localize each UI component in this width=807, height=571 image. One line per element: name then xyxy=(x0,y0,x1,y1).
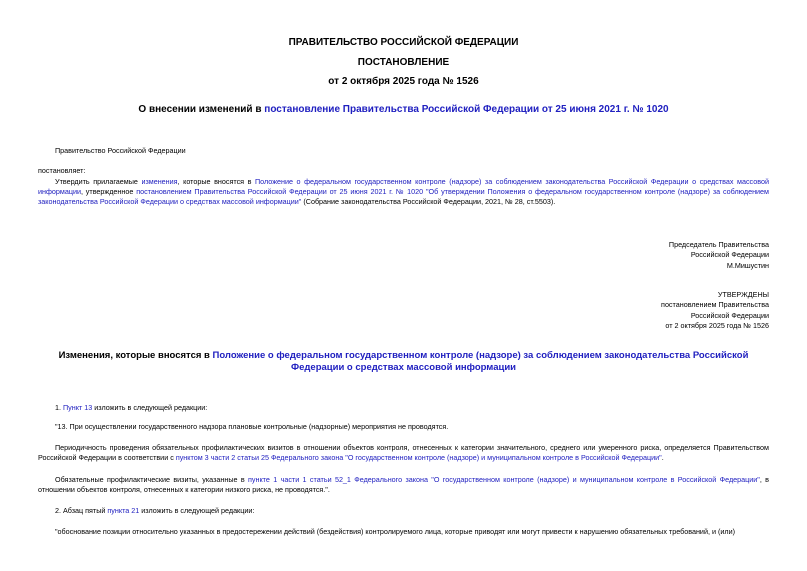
approved-line-4: от 2 октября 2025 года № 1526 xyxy=(665,320,769,330)
document-title xyxy=(0,104,807,116)
approved-line-2: постановлением Правительства xyxy=(661,300,769,310)
q3-link[interactable]: пункте 1 части 1 статьи 52_1 Федерального закона "О государственном контроле (надзоре) и муниципальном контроле в Российской Федерации" xyxy=(248,475,760,484)
paragraph-approve xyxy=(38,177,769,207)
item-2-text-a: 2. Абзац пятый xyxy=(55,506,108,515)
q2-text-b: . xyxy=(661,453,664,462)
approved-line-3: Российской Федерации xyxy=(690,310,769,320)
decides-word: постановляет: xyxy=(38,166,86,175)
item-1-link[interactable]: Пункт 13 xyxy=(63,403,93,412)
quote-3 xyxy=(38,475,769,495)
approved-block xyxy=(661,290,769,331)
p1-link-changes[interactable]: изменения xyxy=(141,177,178,186)
approved-line-1: УТВЕРЖДЕНЫ xyxy=(717,290,769,299)
q3-text-b: , в отношении объектов контроля, отнесенных к категории низкого риска, не проводятся.". xyxy=(38,475,769,494)
quote-4: "обоснование позиции относительно указанных в предостережении действий (бездействия) контролируемого лица, которые приводят или могут привести к нарушению обязательных требований, и (или) xyxy=(55,527,735,536)
item-1 xyxy=(38,403,769,413)
item-1-rest: изложить в следующей редакции: xyxy=(92,403,208,412)
q2-link[interactable]: пунктом 3 части 2 статьи 25 Федерального закона "О государственном контроле (надзоре) и муниципальном контроле в Российской Федерации" xyxy=(175,453,662,462)
p1-text-c: , утвержденное xyxy=(80,187,137,196)
signature-name: М.Мишустин xyxy=(726,260,769,270)
changes-title xyxy=(40,350,767,374)
p1-text-a: Утвердить прилагаемые xyxy=(55,177,142,186)
quote-1: "13. При осуществлении государственного надзора плановые контрольные (надзорные) мероприятия не проводятся. xyxy=(55,422,449,431)
signature-block xyxy=(669,240,769,271)
item-2 xyxy=(38,506,769,516)
p1-link-resolution[interactable]: постановлением Правительства Российской Федерации от 25 июня 2021 г. № 1020 "Об утверждении Положения о федеральном государственном контроле (надзоре) за соблюдением законодательства Российской Федерации о средствах массовой информации" xyxy=(38,187,769,206)
signature-line-2: Российской Федерации xyxy=(690,250,769,260)
q3-text-a: Обязательные профилактические визиты, указанные в xyxy=(55,475,248,484)
q2-text-a: Периодичность проведения обязательных профилактических визитов в отношении объектов контроля, отнесенных к категории значительного, среднего или умеренного риска, определяется Правительством Российской Федерации в соответствии с xyxy=(38,443,769,462)
quote-2 xyxy=(38,443,769,463)
government-name: Правительство Российской Федерации xyxy=(55,146,186,155)
p1-text-d: (Собрание законодательства Российской Федерации, 2021, № 28, ст.5503). xyxy=(301,197,556,206)
item-1-num: 1. xyxy=(55,403,63,412)
signature-line-1: Председатель Правительства xyxy=(668,240,769,249)
changes-title-prefix: Изменения, которые вносятся в xyxy=(58,350,213,361)
item-2-link[interactable]: пункта 21 xyxy=(107,506,140,515)
p1-link-regulation[interactable]: Положение о федеральном государственном контроле (надзоре) за соблюдением законодательства Российской Федерации о средствах массовой информации xyxy=(38,177,769,196)
changes-title-link[interactable]: Положение о федеральном государственном контроле (надзоре) за соблюдением законодательства Российской Федерации о средствах массовой информации xyxy=(212,350,749,373)
government-heading: ПРАВИТЕЛЬСТВО РОССИЙСКОЙ ФЕДЕРАЦИИ xyxy=(288,37,519,48)
title-link[interactable]: постановление Правительства Российской Федерации от 25 июня 2021 г. № 1020 xyxy=(264,104,669,115)
document-date: от 2 октября 2025 года № 1526 xyxy=(328,76,479,87)
item-2-rest: изложить в следующей редакции: xyxy=(139,506,255,515)
p1-text-b: , которые вносятся в xyxy=(177,177,256,186)
title-prefix: О внесении изменений в xyxy=(138,104,265,115)
document-type: ПОСТАНОВЛЕНИЕ xyxy=(357,57,450,68)
